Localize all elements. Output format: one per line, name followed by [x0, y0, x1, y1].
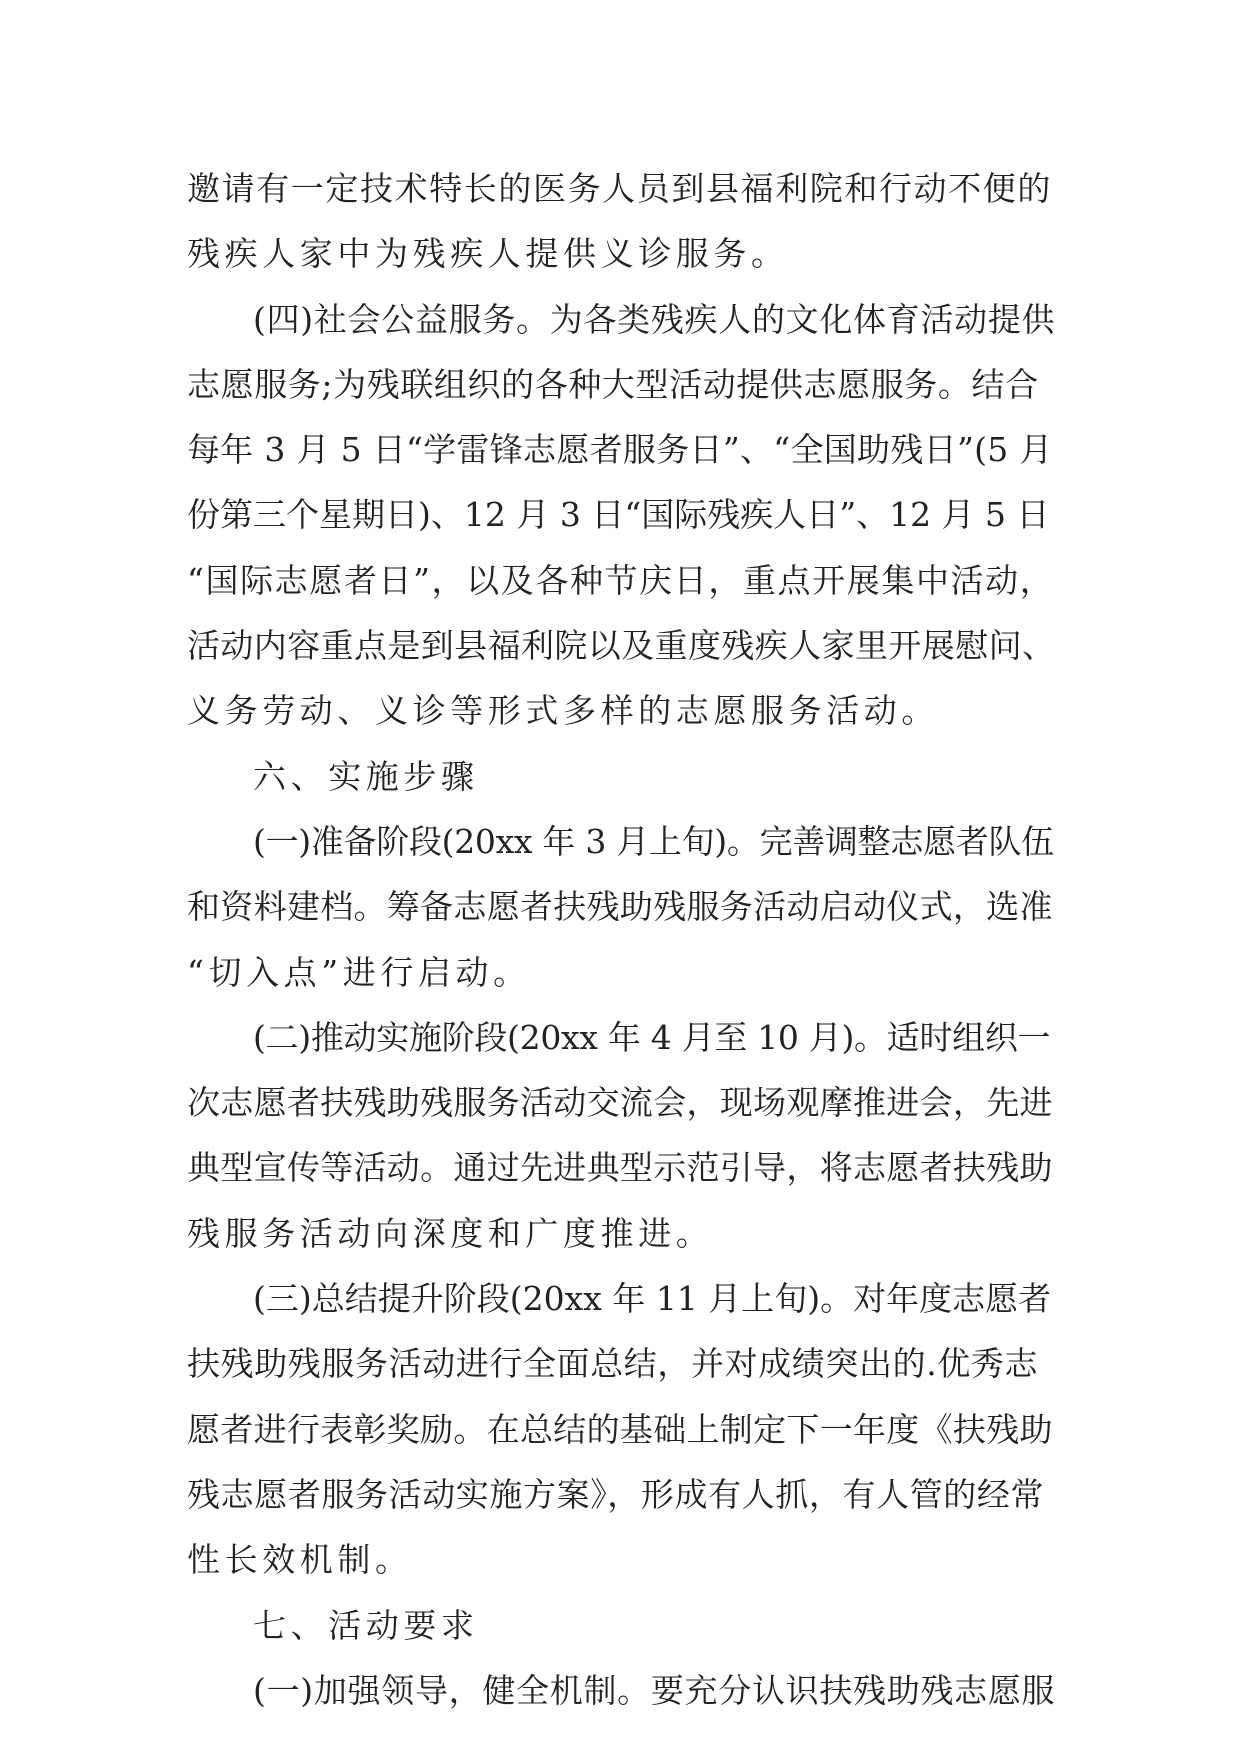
text-line: (一)准备阶段(20xx 年 3 月上旬)。完善调整志愿者队伍 [253, 821, 1054, 861]
text-line: (二)推动实施阶段(20xx 年 4 月至 10 月)。适时组织一 [253, 1017, 1051, 1057]
text-line: “国际志愿者日”，以及各种节庆日，重点开展集中活动， [187, 560, 1055, 600]
text-line: 和资料建档。筹备志愿者扶残助残服务活动启动仪式，选准 [187, 887, 1053, 927]
document-body [187, 156, 1057, 1723]
text-line: “切入点”进行启动。 [187, 952, 531, 992]
text-line: 性长效机制。 [187, 1540, 413, 1580]
text-line: (一)加强领导，健全机制。要充分认识扶残助残志愿服 [253, 1670, 1056, 1710]
text-line: 六、实施步骤 [253, 756, 479, 796]
text-line: 活动内容重点是到县福利院以及重度残疾人家里开展慰问、 [187, 626, 1056, 666]
text-line: (四)社会公益服务。为各类残疾人的文化体育活动提供 [253, 299, 1056, 339]
text-line: 扶残助残服务活动进行全面总结，并对成绩突出的.优秀志 [187, 1344, 1039, 1384]
text-line: 义务劳动、义诊等形式多样的志愿服务活动。 [187, 691, 939, 731]
text-line: 七、活动要求 [253, 1605, 479, 1645]
text-line: 每年 3 月 5 日“学雷锋志愿者服务日”、“全国助残日”(5 月 [187, 430, 1053, 470]
text-line: 志愿服务;为残联组织的各种大型活动提供志愿服务。结合 [187, 364, 1039, 404]
text-line: 残疾人家中为残疾人提供义诊服务。 [187, 234, 789, 274]
text-line: 愿者进行表彰奖励。在总结的基础上制定下一年度《扶残助 [187, 1409, 1053, 1449]
text-line: 残服务活动向深度和广度推进。 [187, 1213, 714, 1253]
text-line: 邀请有一定技术特长的医务人员到县福利院和行动不便的 [187, 169, 1052, 208]
text-line: 残志愿者服务活动实施方案》，形成有人抓，有人管的经常 [187, 1474, 1045, 1514]
text-line: 份第三个星期日)、12 月 3 日“国际残疾人日”、12 月 5 日 [187, 495, 1050, 535]
text-line: (三)总结提升阶段(20xx 年 11 月上旬)。对年度志愿者 [253, 1279, 1052, 1319]
text-line: 典型宣传等活动。通过先进典型示范引导，将志愿者扶残助 [187, 1148, 1053, 1188]
text-line: 次志愿者扶残助残服务活动交流会，现场观摩推进会，先进 [187, 1083, 1053, 1123]
